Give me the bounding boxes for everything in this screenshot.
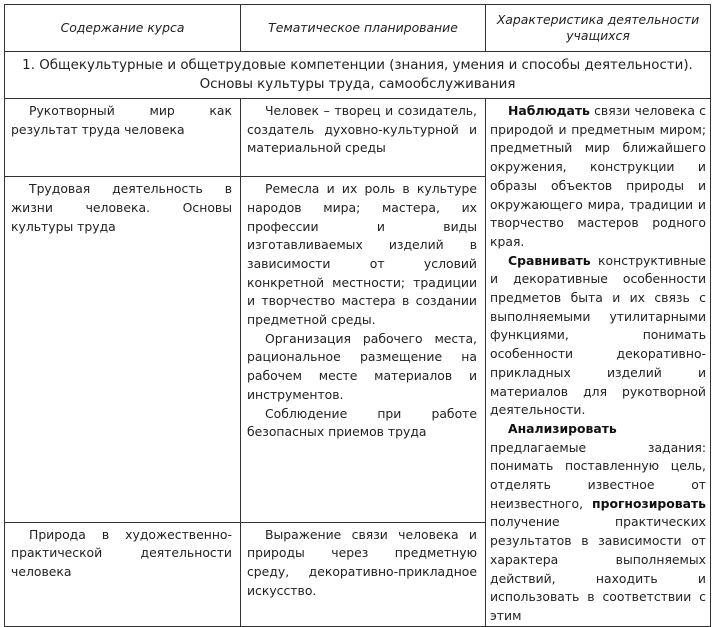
content-cell xyxy=(5,177,241,523)
header-content: Содержание курса xyxy=(5,5,241,52)
content-text: Природа в художественно-практической деятельности человека xyxy=(11,526,232,580)
section-row xyxy=(5,52,711,99)
content-text: Трудовая деятельность в жизни человека. Основы культуры труда xyxy=(11,181,232,234)
planning-cell xyxy=(241,522,486,626)
planning-text: Соблюдение при работе безопасных приемов труда xyxy=(247,405,477,440)
activity-verb: Наблюдать xyxy=(508,103,590,118)
curriculum-table xyxy=(4,4,711,627)
activity-verb: Анализировать xyxy=(508,420,617,436)
section-title xyxy=(5,52,711,99)
table-row xyxy=(5,99,711,177)
activity-text: получение практических результатов в зависимости от характера выполняемых действий, находить и использовать в соответствии с этим xyxy=(490,514,706,623)
header-row xyxy=(5,5,711,52)
content-text: Рукотворный мир как результат труда человека xyxy=(11,103,232,137)
activity-text: предлагаемые задания: понимать поставленную цель, отделять известное от неизвестного, xyxy=(490,439,706,511)
section-line-1: 1. Общекультурные и общетрудовые компетенции (знания, умения и способы деятельности). xyxy=(22,58,693,73)
activity-verb: Сравнивать xyxy=(508,252,591,268)
activity-verb: прогнозировать xyxy=(592,495,706,511)
section-line-2: Основы культуры труда, самообслуживания xyxy=(199,77,516,92)
planning-text: Организация рабочего места, рациональное размещение на рабочем месте материалов и инструментов. xyxy=(247,330,477,402)
activity-paragraph xyxy=(490,252,706,420)
planning-cell xyxy=(241,177,486,523)
planning-text: Выражение связи человека и природы через предметную среду, декоративно-прикладное искусство. xyxy=(247,526,477,598)
content-cell xyxy=(5,522,241,626)
activity-text: конструктивные и декоративные особенности предметов быта и их связь с выполняемыми утилитарными функциями, понимать особенности декоративно-прикладных изделий и материалов для рукотворной деятельности. xyxy=(490,252,706,418)
activity-cell xyxy=(486,99,711,627)
planning-text: Человек – творец и созидатель, создатель духовно-культурной и материальной среды xyxy=(247,103,477,156)
header-activity: Характеристика деятельности учащихся xyxy=(486,5,711,52)
activity-paragraph xyxy=(490,102,706,252)
planning-cell xyxy=(241,99,486,177)
activity-text: связи человека с природой и предметным миром; предметный мир ближайшего окружения, конструкции и образы объектов природы и окружающего мира, традиции и творчество мастеров родного края. xyxy=(490,103,706,249)
content-cell xyxy=(5,99,241,177)
activity-paragraph xyxy=(490,420,706,626)
header-planning: Тематическое планирование xyxy=(241,5,486,52)
planning-text: Ремесла и их роль в культуре народов мира; мастера, их профессии и виды изготавливаемых изделий в зависимости от условий конкретной местности; традиции и творчество мастера в создании предметной среды. xyxy=(247,181,477,328)
